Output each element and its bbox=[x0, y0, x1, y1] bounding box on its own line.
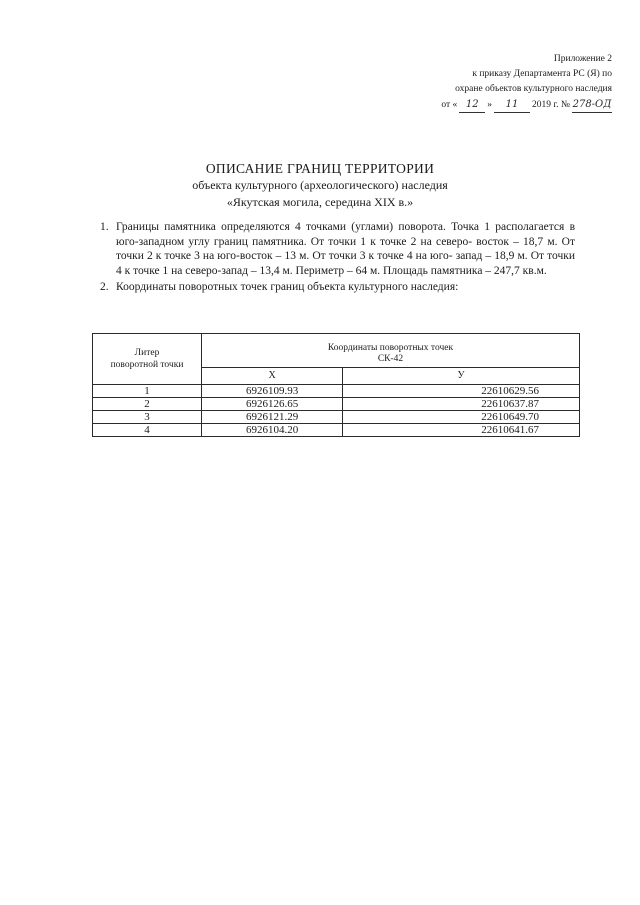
table-row bbox=[93, 385, 580, 398]
coords-header-line: Координаты поворотных точек bbox=[327, 343, 454, 354]
document-heading bbox=[0, 160, 640, 211]
date-mid: » bbox=[487, 100, 492, 110]
y-cell: 22610629.56 bbox=[343, 385, 580, 398]
liter-header-line: поворотной точки bbox=[110, 360, 184, 370]
column-x-header: X bbox=[202, 368, 343, 385]
list-item bbox=[100, 280, 575, 295]
liter-header bbox=[93, 334, 202, 385]
date-prefix: от « bbox=[441, 100, 458, 110]
y-cell: 22610649.70 bbox=[343, 411, 580, 424]
x-cell: 6926109.93 bbox=[202, 385, 343, 398]
document-title: ОПИСАНИЕ ГРАНИЦ ТЕРРИТОРИИ bbox=[205, 161, 435, 176]
y-cell: 22610641.67 bbox=[343, 424, 580, 437]
y-cell: 22610637.87 bbox=[343, 398, 580, 411]
coords-header bbox=[202, 334, 580, 368]
object-name: «Якутская могила, середина XIX в.» bbox=[226, 195, 414, 209]
list-item-number: 1. bbox=[100, 221, 109, 233]
point-cell: 3 bbox=[93, 411, 202, 424]
table-row bbox=[93, 398, 580, 411]
date-month: 11 bbox=[494, 97, 530, 113]
x-cell: 6926126.65 bbox=[202, 398, 343, 411]
description-list bbox=[100, 220, 575, 295]
appendix-date-line bbox=[382, 97, 612, 113]
appendix-block bbox=[382, 52, 612, 113]
table-row bbox=[93, 424, 580, 437]
appendix-department: охране объектов культурного наследия bbox=[455, 84, 612, 94]
list-item bbox=[100, 220, 575, 278]
point-cell: 2 bbox=[93, 398, 202, 411]
appendix-order: к приказу Департамента РС (Я) по bbox=[472, 69, 612, 79]
list-item-text: Границы памятника определяются 4 точками (углами) поворота. Точка 1 располагается в юго-западном углу границ памятника. От точки 1 к точке 2 на северо- восток – 18,7 м. От точки 2 к точке 3 на юго-восток – 13 м. От точки 3 к точке 4 на юго- запад – 18,9 м. От точки 4 к точке 1 на северо-запад – 13,4 м. Периметр – 64 м. Площадь памятника – 247,7 кв.м. bbox=[116, 221, 575, 277]
table-row bbox=[93, 411, 580, 424]
date-year: 2019 г. № bbox=[531, 100, 570, 110]
appendix-title: Приложение 2 bbox=[553, 54, 612, 64]
list-item-text: Координаты поворотных точек границ объекта культурного наследия: bbox=[116, 281, 459, 293]
order-number: 278-ОД bbox=[572, 97, 612, 113]
x-cell: 6926121.29 bbox=[202, 411, 343, 424]
coords-header-line: СК-42 bbox=[377, 354, 404, 365]
x-cell: 6926104.20 bbox=[202, 424, 343, 437]
table-header-row bbox=[93, 334, 580, 368]
liter-header-line: Литер bbox=[134, 348, 160, 358]
date-day: 12 bbox=[459, 97, 485, 113]
list-item-number: 2. bbox=[100, 281, 109, 293]
coordinates-table bbox=[92, 333, 580, 437]
point-cell: 1 bbox=[93, 385, 202, 398]
document-subtitle: объекта культурного (археологического) наследия bbox=[192, 178, 448, 192]
point-cell: 4 bbox=[93, 424, 202, 437]
column-y-header: У bbox=[343, 368, 580, 385]
